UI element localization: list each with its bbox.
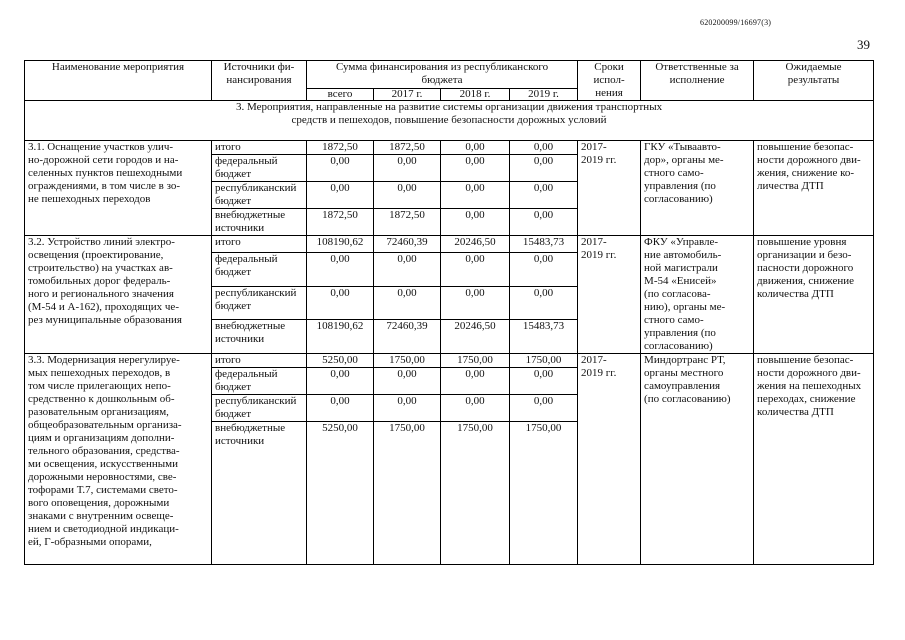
execution-term: 2017- 2019 гг. [578, 141, 641, 236]
amount-y2019: 15483,73 [510, 320, 578, 354]
amount-total: 0,00 [307, 182, 374, 209]
funding-source: итого [212, 236, 307, 253]
col-header-name: Наименование мероприятия [25, 61, 212, 101]
execution-term: 2017- 2019 гг. [578, 354, 641, 565]
amount-y2018: 0,00 [441, 141, 510, 155]
amount-total: 0,00 [307, 286, 374, 320]
amount-y2019: 0,00 [510, 368, 578, 395]
table-row [25, 141, 874, 155]
amount-y2018: 1750,00 [441, 422, 510, 565]
amount-y2018: 0,00 [441, 253, 510, 287]
amount-total: 0,00 [307, 368, 374, 395]
amount-y2017: 0,00 [374, 286, 441, 320]
measure-name: 3.3. Модернизация нерегулируе- мых пешеходных переходов, в том числе прилегающих непо- средственно к дошкольным об- разовательным организациям, общеобразовательным организа- циям и организациям дополни- тельного образования, средства- ми освещения, искусственными дорожными неровностями, све- тофорами Т.7, системами свето- вого оповещения, дорожными знаками с внутренним освеще- нием и светодиодной индикаци- ей, Г-образными опорами, [25, 354, 212, 565]
amount-y2019: 1750,00 [510, 422, 578, 565]
amount-total: 5250,00 [307, 422, 374, 565]
amount-total: 108190,62 [307, 236, 374, 253]
amount-y2019: 0,00 [510, 286, 578, 320]
amount-y2019: 0,00 [510, 209, 578, 236]
measure-name: 3.1. Оснащение участков улич- но-дорожной сети городов и на- селенных пунктов пешеходными ограждениями, в том числе в зо- не пешеходных переходов [25, 141, 212, 236]
amount-y2018: 0,00 [441, 286, 510, 320]
amount-y2019: 15483,73 [510, 236, 578, 253]
amount-y2017: 0,00 [374, 253, 441, 287]
funding-source: республиканский бюджет [212, 395, 307, 422]
table-row [25, 236, 874, 253]
amount-y2017: 0,00 [374, 155, 441, 182]
amount-y2017: 0,00 [374, 395, 441, 422]
amount-total: 0,00 [307, 253, 374, 287]
amount-total: 5250,00 [307, 354, 374, 368]
col-header-terms: Сроки испол- нения [578, 61, 641, 101]
document-id: 620200099/16697(3) [700, 18, 772, 27]
col-header-source: Источники фи- нансирования [212, 61, 307, 101]
execution-term: 2017- 2019 гг. [578, 236, 641, 354]
amount-y2019: 1750,00 [510, 354, 578, 368]
col-header-2019: 2019 г. [510, 88, 578, 100]
expected-result: повышение безопас- ности дорожного дви- жения, снижение ко- личества ДТП [754, 141, 874, 236]
amount-y2018: 1750,00 [441, 354, 510, 368]
section-title: 3. Мероприятия, направленные на развитие системы организации движения транспортных средств и пешеходов, повышение безопасности дорожных условий [25, 101, 874, 141]
amount-y2017: 1872,50 [374, 141, 441, 155]
funding-source: республиканский бюджет [212, 182, 307, 209]
funding-source: федеральный бюджет [212, 253, 307, 287]
col-header-sum: Сумма финансирования из республиканского бюджета [307, 61, 578, 89]
amount-y2017: 1872,50 [374, 209, 441, 236]
col-header-2018: 2018 г. [441, 88, 510, 100]
amount-y2018: 0,00 [441, 395, 510, 422]
measure-name: 3.2. Устройство линий электро- освещения (проектирование, строительство) на участках ав- томобильных дорог федераль- ного и регионального значения (М-54 и А-162), проходящих че- рез муниципальные образования [25, 236, 212, 354]
amount-total: 0,00 [307, 155, 374, 182]
amount-y2018: 0,00 [441, 155, 510, 182]
amount-total: 1872,50 [307, 209, 374, 236]
amount-y2018: 0,00 [441, 209, 510, 236]
responsible-party: ГКУ «Тываавто- дор», органы ме- стного само- управления (по согласованию) [641, 141, 754, 236]
funding-source: внебюджетные источники [212, 422, 307, 565]
amount-y2019: 0,00 [510, 155, 578, 182]
expected-result: повышение безопас- ности дорожного дви- жения на пешеходных переходах, снижение количества ДТП [754, 354, 874, 565]
expected-result: повышение уровня организации и безо- пасности дорожного движения, снижение количества ДТП [754, 236, 874, 354]
funding-table [24, 60, 874, 565]
funding-source: внебюджетные источники [212, 209, 307, 236]
amount-y2017: 72460,39 [374, 320, 441, 354]
table-row [25, 354, 874, 368]
amount-total: 0,00 [307, 395, 374, 422]
funding-source: внебюджетные источники [212, 320, 307, 354]
funding-source: федеральный бюджет [212, 155, 307, 182]
responsible-party: ФКУ «Управле- ние автомобиль- ной магистрали М-54 «Енисей» (по согласова- нию), органы ме- стного само- управления (по согласованию) [641, 236, 754, 354]
amount-y2017: 72460,39 [374, 236, 441, 253]
amount-y2019: 0,00 [510, 141, 578, 155]
responsible-party: Миндортранс РТ, органы местного самоуправления (по согласованию) [641, 354, 754, 565]
col-header-results: Ожидаемые результаты [754, 61, 874, 101]
amount-y2018: 20246,50 [441, 236, 510, 253]
amount-total: 1872,50 [307, 141, 374, 155]
amount-y2018: 0,00 [441, 368, 510, 395]
amount-y2017: 0,00 [374, 368, 441, 395]
amount-y2017: 0,00 [374, 182, 441, 209]
page-number: 39 [857, 37, 870, 52]
funding-source: республиканский бюджет [212, 286, 307, 320]
amount-y2018: 0,00 [441, 182, 510, 209]
amount-y2018: 20246,50 [441, 320, 510, 354]
amount-y2019: 0,00 [510, 182, 578, 209]
funding-source: итого [212, 141, 307, 155]
col-header-2017: 2017 г. [374, 88, 441, 100]
col-header-total: всего [307, 88, 374, 100]
amount-y2019: 0,00 [510, 253, 578, 287]
amount-y2019: 0,00 [510, 395, 578, 422]
amount-total: 108190,62 [307, 320, 374, 354]
funding-source: федеральный бюджет [212, 368, 307, 395]
col-header-responsible: Ответственные за исполнение [641, 61, 754, 101]
amount-y2017: 1750,00 [374, 354, 441, 368]
funding-source: итого [212, 354, 307, 368]
amount-y2017: 1750,00 [374, 422, 441, 565]
